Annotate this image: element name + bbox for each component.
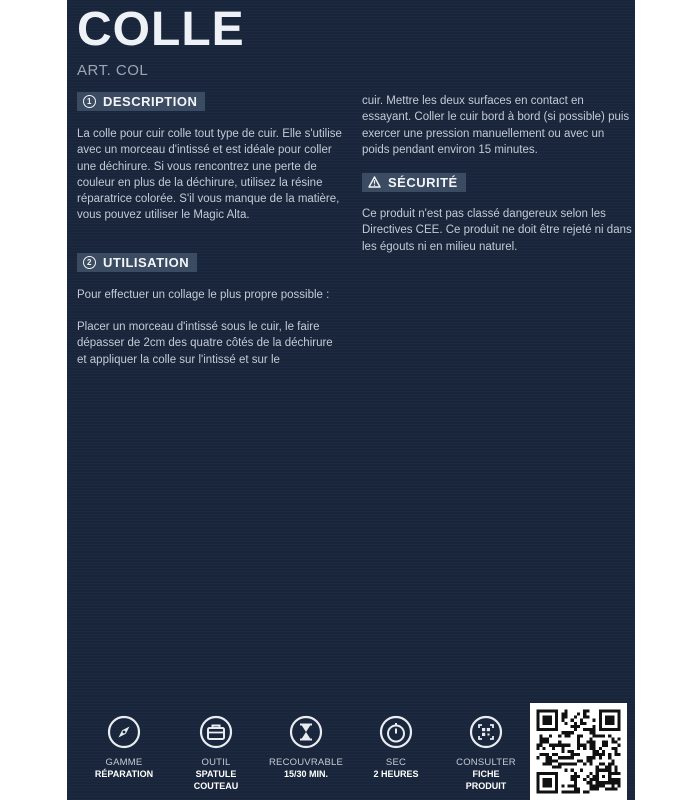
securite-heading-label: SÉCURITÉ xyxy=(388,175,458,190)
feature-sec: SEC 2 HEURES xyxy=(351,715,441,780)
utilisation-heading xyxy=(77,253,197,272)
timer-icon xyxy=(379,715,413,749)
toolbox-icon xyxy=(199,715,233,749)
warning-icon xyxy=(368,176,381,190)
securite-text: Ce produit n'est pas classé dangereux selon les Directives CEE. Ce produit ne doit être rejeté ni dans les égouts ni en milieu naturel. xyxy=(362,208,632,253)
utilisation-heading-label: UTILISATION xyxy=(103,255,190,270)
hourglass-icon xyxy=(289,715,323,749)
feature-bar xyxy=(67,700,635,800)
feature-consulter[interactable]: CONSULTER FICHE PRODUIT xyxy=(441,715,531,792)
description-text: La colle pour cuir colle tout type de cuir. Elle s'utilise avec un morceau d'intissé et est idéale pour coller une déchirure. Si vous rencontrez une perte de couleur en plus de la déchirure, utilisez la résine réparatrice colorée. S'il vous manque de la matière, vous pouvez utiliser le Magic Alta. xyxy=(77,128,342,222)
qr-code[interactable] xyxy=(530,703,627,800)
feature-gamme: GAMME RÉPARATION xyxy=(79,715,169,780)
description-heading-label: DESCRIPTION xyxy=(103,94,198,109)
securite-heading xyxy=(362,173,466,192)
number-1-icon: 1 xyxy=(83,95,96,108)
feature-outil: OUTIL SPATULE COUTEAU xyxy=(171,715,261,792)
qr-scan-icon xyxy=(469,715,503,749)
utilisation-intro-text: Pour effectuer un collage le plus propre possible : xyxy=(77,289,330,301)
product-reference: ART. COL xyxy=(77,62,149,79)
feature-recouvrable: RECOUVRABLE 15/30 MIN. xyxy=(261,715,351,780)
number-2-icon: 2 xyxy=(83,256,96,269)
utilisation-continued-text: cuir. Mettre les deux surfaces en contact en essayant. Coller le cuir bord à bord (si possible) puis exercer une pression manuellement ou avec un poids pendant environ 15 minutes. xyxy=(362,95,630,156)
product-sheet xyxy=(67,0,635,800)
compass-icon xyxy=(107,715,141,749)
description-heading xyxy=(77,92,205,111)
product-title: COLLE xyxy=(77,3,245,56)
utilisation-steps-text: Placer un morceau d'intissé sous le cuir, le faire dépasser de 2cm des quatre côtés de la déchirure et appliquer la colle sur l'intissé et sur le xyxy=(77,321,333,366)
